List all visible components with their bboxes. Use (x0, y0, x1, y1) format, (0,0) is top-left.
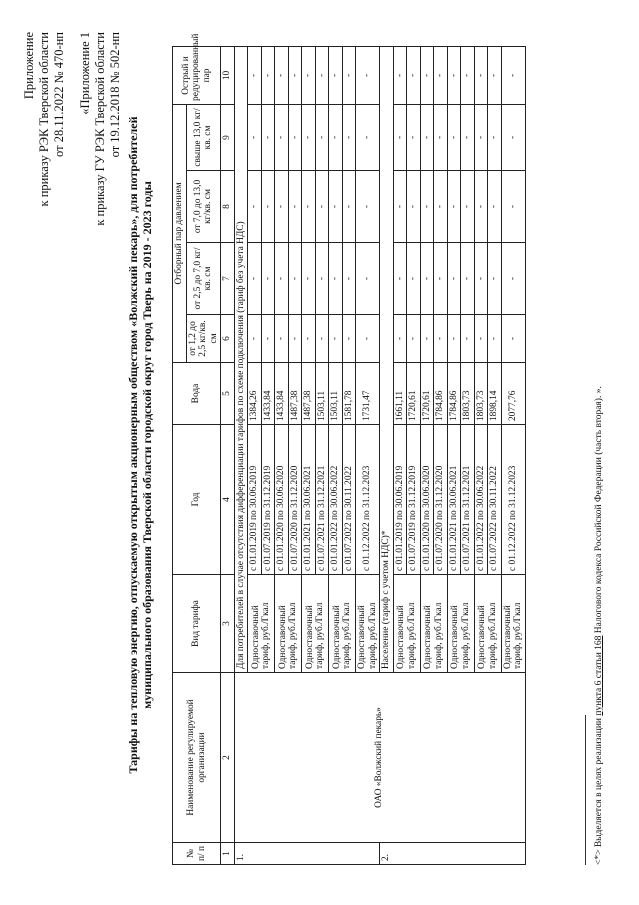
tariff-type: Одноставочный тариф, руб./Гкал (474, 575, 501, 673)
header-row (173, 46, 187, 864)
period: с 01.07.2021 по 31.12.2021 (315, 425, 329, 575)
value-sharp: - (302, 46, 316, 104)
water-value: 1803,73 (474, 363, 488, 425)
value-p1: - (447, 315, 461, 363)
value-p3: - (393, 171, 407, 243)
period: с 01.01.2019 по 30.06.2019 (393, 425, 407, 575)
col-org-header: Наименование регулируемой организации (173, 673, 221, 843)
value-sharp: - (342, 46, 356, 104)
col-year-header: Год (173, 425, 221, 575)
tariff-type: Одноставочный тариф, руб./Гкал (447, 575, 474, 673)
value-p3: - (356, 171, 380, 243)
column-number-row (221, 46, 235, 864)
value-sharp: - (261, 46, 275, 104)
section-row (234, 46, 248, 864)
water-value: 1487,38 (288, 363, 302, 425)
value-sharp: - (248, 46, 262, 104)
document-title (126, 65, 154, 825)
value-p1: - (288, 315, 302, 363)
value-p3: - (261, 171, 275, 243)
water-value: 1581,78 (342, 363, 356, 425)
col-number: 8 (221, 171, 235, 243)
water-value: 1898,14 (488, 363, 502, 425)
footnote-suffix: Налогового кодекса Российской Федерации (часть вторая). ». (594, 386, 604, 634)
water-value: 1661,11 (393, 363, 407, 425)
value-p2: - (356, 243, 380, 315)
value-sharp: - (447, 46, 461, 104)
col-p3-header: от 7,0 до 13,0 кг/кв. см (186, 171, 221, 243)
water-value: 2077,76 (501, 363, 525, 425)
col-number: 10 (221, 46, 235, 104)
value-p1: - (248, 315, 262, 363)
order-line: к приказу ГУ РЭК Тверской области (93, 32, 107, 226)
value-p2: - (447, 243, 461, 315)
period: с 01.07.2020 по 31.12.2020 (288, 425, 302, 575)
value-p4: - (248, 104, 262, 170)
value-p2: - (393, 243, 407, 315)
col-water-header: Вода (173, 363, 221, 425)
value-p2: - (434, 243, 448, 315)
value-p4: - (288, 104, 302, 170)
section-label: Население (тариф с учетом НДС)* (380, 46, 394, 672)
value-sharp: - (420, 46, 434, 104)
value-p2: - (248, 243, 262, 315)
tariff-type: Одноставочный тариф, руб./Гкал (275, 575, 302, 673)
value-sharp: - (474, 46, 488, 104)
period: с 01.12.2022 по 31.12.2023 (356, 425, 380, 575)
value-p4: - (461, 104, 475, 170)
col-sharp-steam-header: Острый и редуцированный пар (173, 46, 221, 104)
value-sharp: - (461, 46, 475, 104)
value-p4: - (474, 104, 488, 170)
value-p1: - (275, 315, 289, 363)
value-p1: - (329, 315, 343, 363)
value-p1: - (315, 315, 329, 363)
water-value: 1384,26 (248, 363, 262, 425)
period: с 01.01.2021 по 30.06.2021 (302, 425, 316, 575)
value-p4: - (261, 104, 275, 170)
value-sharp: - (288, 46, 302, 104)
value-p3: - (275, 171, 289, 243)
value-p2: - (329, 243, 343, 315)
period: с 01.07.2019 по 31.12.2019 (261, 425, 275, 575)
value-p4: - (315, 104, 329, 170)
water-value: 1433,84 (261, 363, 275, 425)
value-p2: - (315, 243, 329, 315)
value-sharp: - (356, 46, 380, 104)
value-p3: - (329, 171, 343, 243)
order-date-line: от 19.12.2018 № 502-нп (108, 32, 122, 158)
value-p4: - (342, 104, 356, 170)
tariff-table (172, 33, 526, 865)
value-p1: - (488, 315, 502, 363)
water-value: 1503,11 (329, 363, 343, 425)
tariff-type: Одноставочный тариф, руб./Гкал (501, 575, 525, 673)
value-p4: - (407, 104, 421, 170)
col-number: 9 (221, 104, 235, 170)
col-number: 7 (221, 243, 235, 315)
value-p3: - (248, 171, 262, 243)
value-p4: - (275, 104, 289, 170)
col-p2-header: от 2,5 до 7,0 кг/кв. см (186, 243, 221, 315)
col-number: 4 (221, 425, 235, 575)
period: с 01.07.2022 по 30.11.2022 (488, 425, 502, 575)
col-number: 6 (221, 315, 235, 363)
col-num-header: № п/ п (173, 843, 221, 865)
section-number: 2. (380, 843, 526, 865)
period: с 01.01.2020 по 30.06.2020 (275, 425, 289, 575)
appendix-header (22, 32, 67, 206)
footnote (594, 386, 604, 865)
value-p3: - (407, 171, 421, 243)
value-sharp: - (407, 46, 421, 104)
water-value: 1784,86 (434, 363, 448, 425)
period: с 01.01.2022 по 30.06.2022 (474, 425, 488, 575)
value-p1: - (434, 315, 448, 363)
tariff-type: Одноставочный тариф, руб./Гкал (329, 575, 356, 673)
value-p4: - (302, 104, 316, 170)
value-p1: - (342, 315, 356, 363)
title-line: муниципального образования Тверской области городской округ город Тверь на 2019 - 2023 годы (140, 181, 154, 709)
col-p1-header: от 1,2 до 2,5 кг/кв. см (186, 315, 221, 363)
period: с 01.01.2021 по 30.06.2021 (447, 425, 461, 575)
value-p2: - (288, 243, 302, 315)
value-p3: - (447, 171, 461, 243)
appendix-line: «Приложение 1 (78, 32, 92, 115)
value-p4: - (356, 104, 380, 170)
value-p3: - (501, 171, 525, 243)
value-p2: - (474, 243, 488, 315)
value-p1: - (407, 315, 421, 363)
value-p2: - (342, 243, 356, 315)
water-value: 1487,38 (302, 363, 316, 425)
col-number: 2 (221, 673, 235, 843)
period: с 01.07.2019 по 31.12.2019 (407, 425, 421, 575)
tariff-type: Одноставочный тариф, руб./Гкал (302, 575, 329, 673)
water-value: 1720,61 (420, 363, 434, 425)
water-value: 1433,84 (275, 363, 289, 425)
value-p2: - (275, 243, 289, 315)
col-number: 1 (221, 843, 235, 865)
value-p3: - (461, 171, 475, 243)
value-p3: - (488, 171, 502, 243)
value-p1: - (501, 315, 525, 363)
value-p1: - (461, 315, 475, 363)
section-label: Для потребителей в случае отсутствия дифференциации тарифов по схеме подключения (тариф без учета НДС) (234, 46, 248, 672)
value-sharp: - (275, 46, 289, 104)
water-value: 1720,61 (407, 363, 421, 425)
value-p1: - (302, 315, 316, 363)
organization-name: ОАО «Волжский пекарь» (234, 673, 525, 843)
period: с 01.01.2019 по 30.06.2019 (248, 425, 262, 575)
value-p2: - (420, 243, 434, 315)
period: с 01.07.2020 по 31.12.2020 (434, 425, 448, 575)
value-p1: - (474, 315, 488, 363)
value-p4: - (329, 104, 343, 170)
value-p3: - (342, 171, 356, 243)
order-date-line: от 28.11.2022 № 470-нп (52, 32, 66, 157)
value-sharp: - (329, 46, 343, 104)
value-p4: - (447, 104, 461, 170)
col-number: 3 (221, 575, 235, 673)
tariff-type: Одноставочный тариф, руб./Гкал (248, 575, 275, 673)
order-line: к приказу РЭК Тверской области (37, 32, 51, 207)
value-p3: - (315, 171, 329, 243)
value-sharp: - (315, 46, 329, 104)
footnote-link[interactable]: пункта 6 статьи 168 (594, 635, 604, 716)
tariff-type: Одноставочный тариф, руб./Гкал (356, 575, 380, 673)
value-p3: - (302, 171, 316, 243)
col-p4-header: свыше 13,0 кг/кв. см (186, 104, 221, 170)
original-appendix-header (78, 32, 123, 226)
value-p4: - (501, 104, 525, 170)
period: с 01.01.2020 по 30.06.2020 (420, 425, 434, 575)
period: с 01.07.2021 по 31.12.2021 (461, 425, 475, 575)
value-p3: - (474, 171, 488, 243)
appendix-line: Приложение (22, 32, 36, 100)
period: с 01.12.2022 по 31.12.2023 (501, 425, 525, 575)
value-p4: - (420, 104, 434, 170)
value-p4: - (434, 104, 448, 170)
title-line: Тарифы на тепловую энергию, отпускаемую открытым акционерным обществом «Волжский пекарь», для потребителей (126, 116, 140, 774)
period: с 01.07.2022 по 30.11.2022 (342, 425, 356, 575)
value-p4: - (393, 104, 407, 170)
value-p2: - (461, 243, 475, 315)
value-sharp: - (488, 46, 502, 104)
col-steam-group-header: Отборный пар давлением (173, 104, 187, 362)
value-sharp: - (434, 46, 448, 104)
water-value: 1731,47 (356, 363, 380, 425)
value-p2: - (501, 243, 525, 315)
value-p2: - (261, 243, 275, 315)
value-p3: - (434, 171, 448, 243)
footnote-divider (585, 715, 586, 865)
section-number: 1. (234, 843, 380, 865)
value-p1: - (420, 315, 434, 363)
water-value: 1503,11 (315, 363, 329, 425)
value-p4: - (488, 104, 502, 170)
value-p3: - (288, 171, 302, 243)
value-sharp: - (393, 46, 407, 104)
col-number: 5 (221, 363, 235, 425)
value-p2: - (407, 243, 421, 315)
value-p2: - (488, 243, 502, 315)
value-p3: - (420, 171, 434, 243)
value-sharp: - (501, 46, 525, 104)
tariff-type: Одноставочный тариф, руб./Гкал (420, 575, 447, 673)
value-p1: - (356, 315, 380, 363)
value-p1: - (261, 315, 275, 363)
value-p1: - (393, 315, 407, 363)
col-tariff-type-header: Вид тарифа (173, 575, 221, 673)
footnote-prefix: <*> Выделяется в целях реализации (594, 718, 604, 865)
tariff-type: Одноставочный тариф, руб./Гкал (393, 575, 420, 673)
water-value: 1784,86 (447, 363, 461, 425)
value-p2: - (302, 243, 316, 315)
period: с 01.01.2022 по 30.06.2022 (329, 425, 343, 575)
water-value: 1803,73 (461, 363, 475, 425)
